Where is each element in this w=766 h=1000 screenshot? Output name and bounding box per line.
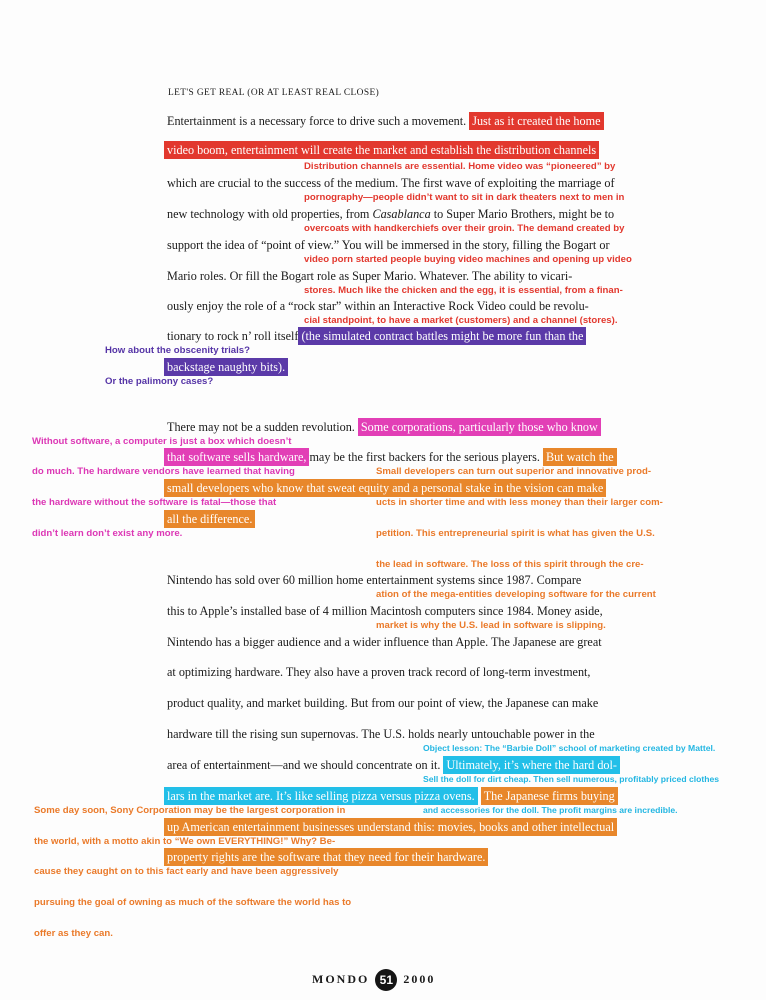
highlight-cyan: lars in the market are. It’s like selling pizza versus pizza ovens. — [164, 787, 478, 805]
footer-year: 2000 — [403, 971, 436, 986]
body-line — [164, 851, 488, 863]
annotation-orange: the world, with a motto akin to “We own EVERYTHING!” Why? Be- — [34, 836, 336, 847]
body-line — [167, 115, 604, 127]
annotation-cyan: Object lesson: The “Barbie Doll” school of marketing created by Mattel. — [423, 743, 716, 753]
body-text: new technology with old properties, from — [167, 207, 373, 221]
highlight-orange: But watch the — [543, 448, 617, 466]
page-number: 51 — [375, 969, 397, 991]
annotation-orange: the lead in software. The loss of this spirit through the cre- — [376, 559, 644, 570]
body-line: Mario roles. Or fill the Bogart role as Super Mario. Whatever. The ability to vicari- — [167, 269, 573, 283]
body-line — [164, 451, 617, 463]
highlight-purple: (the simulated contract battles might be more fun than the — [298, 327, 586, 345]
highlight-magenta: Some corporations, particularly those who know — [358, 418, 601, 436]
highlight-cyan: Ultimately, it’s where the hard dol- — [443, 756, 619, 774]
body-text: tionary to rock n’ roll itself — [167, 329, 299, 343]
body-text: Entertainment is a necessary force to drive such a movement. — [167, 114, 467, 128]
annotation-orange: cause they caught on to this fact early and have been aggressively — [34, 866, 339, 877]
annotation-orange: market is why the U.S. lead in software is slipping. — [376, 620, 606, 631]
page-footer — [312, 969, 435, 991]
body-line — [164, 513, 255, 525]
annotation-red: stores. Much like the chicken and the egg, it is essential, from a finan- — [304, 285, 623, 296]
annotation-red: video porn started people buying video machines and opening up video — [304, 254, 632, 265]
highlight-red: Just as it created the home — [469, 112, 603, 130]
body-line — [164, 821, 617, 833]
body-line — [167, 330, 586, 342]
annotation-orange: Small developers can turn out superior and innovative prod- — [376, 466, 652, 477]
body-line — [167, 208, 614, 220]
body-line — [164, 361, 288, 373]
body-line: which are crucial to the success of the medium. The first wave of exploiting the marriage of — [167, 176, 615, 190]
body-line — [164, 144, 599, 156]
body-text-italic: Casablanca — [372, 207, 431, 221]
annotation-orange: Some day soon, Sony Corporation may be the largest corporation in — [34, 805, 346, 816]
highlight-purple: backstage naughty bits). — [164, 358, 288, 376]
annotation-magenta: the hardware without the software is fatal—those that — [32, 497, 277, 508]
body-line — [167, 759, 620, 771]
body-line: hardware till the rising sun supernovas. The U.S. holds nearly untouchable power in the — [167, 727, 595, 741]
body-text: There may not be a sudden revolution. — [167, 420, 355, 434]
annotation-cyan: Sell the doll for dirt cheap. Then sell numerous, profitably priced clothes — [423, 774, 720, 784]
body-text: to Super Mario Brothers, might be to — [430, 207, 615, 221]
highlight-orange: The Japanese firms buying — [481, 787, 618, 805]
annotation-red: cial standpoint, to have a market (customers) and a channel (stores). — [304, 315, 618, 326]
body-line: at optimizing hardware. They also have a proven track record of long-term investment, — [167, 665, 591, 679]
annotation-cyan: and accessories for the doll. The profit margins are incredible. — [423, 805, 678, 815]
annotation-red: overcoats with handkerchiefs over their groin. The demand created by — [304, 223, 625, 234]
body-text: area of entertainment—and we should concentrate on it. — [167, 758, 441, 772]
annotation-magenta: Without software, a computer is just a box which doesn’t — [32, 436, 292, 447]
annotation-purple: Or the palimony cases? — [105, 376, 214, 387]
highlight-orange: property rights are the software that they need for their hardware. — [164, 848, 488, 866]
annotation-orange: petition. This entrepreneurial spirit is what has given the U.S. — [376, 528, 655, 539]
annotation-orange: offer as they can. — [34, 928, 113, 939]
annotation-orange: ucts in shorter time and with less money than their larger com- — [376, 497, 663, 508]
highlight-orange: up American entertainment businesses understand this: movies, books and other intellectual — [164, 818, 617, 836]
body-line: Nintendo has sold over 60 million home entertainment systems since 1987. Compare — [167, 573, 582, 587]
highlight-orange: all the difference. — [164, 510, 255, 528]
section-header: LET'S GET REAL (OR AT LEAST REAL CLOSE) — [168, 88, 380, 98]
body-line — [164, 482, 606, 494]
body-line: product quality, and market building. But from our point of view, the Japanese can make — [167, 696, 599, 710]
body-line — [164, 790, 618, 802]
annotation-orange: ation of the mega-entities developing software for the current — [376, 589, 656, 600]
annotation-magenta-text: do much. The hardware vendors have learned that having — [32, 466, 295, 477]
body-line — [167, 421, 601, 433]
annotation-red: Distribution channels are essential. Home video was “pioneered” by — [304, 161, 616, 172]
annotation-orange: pursuing the goal of owning as much of the software the world has to — [34, 897, 352, 908]
body-line: support the idea of “point of view.” You will be immersed in the story, filling the Bogart or — [167, 238, 610, 252]
body-line: Nintendo has a bigger audience and a wider influence than Apple. The Japanese are great — [167, 635, 602, 649]
body-text: may be the first backers for the serious players. — [309, 450, 540, 464]
body-line: this to Apple’s installed base of 4 million Macintosh computers since 1984. Money aside, — [167, 604, 603, 618]
footer-magazine: MONDO — [312, 971, 370, 986]
highlight-orange: small developers who know that sweat equity and a personal stake in the vision can make — [164, 479, 606, 497]
highlight-magenta: that software sells hardware, — [164, 448, 309, 466]
annotation-purple: How about the obscenity trials? — [105, 345, 250, 356]
annotation-magenta: didn’t learn don’t exist any more. — [32, 528, 183, 539]
body-line: ously enjoy the role of a “rock star” within an Interactive Rock Video could be revolu- — [167, 299, 589, 313]
annotation-orange — [32, 467, 295, 477]
highlight-red: video boom, entertainment will create the market and establish the distribution channels — [164, 141, 599, 159]
annotation-red: pornography—people didn’t want to sit in dark theaters next to men in — [304, 192, 625, 203]
